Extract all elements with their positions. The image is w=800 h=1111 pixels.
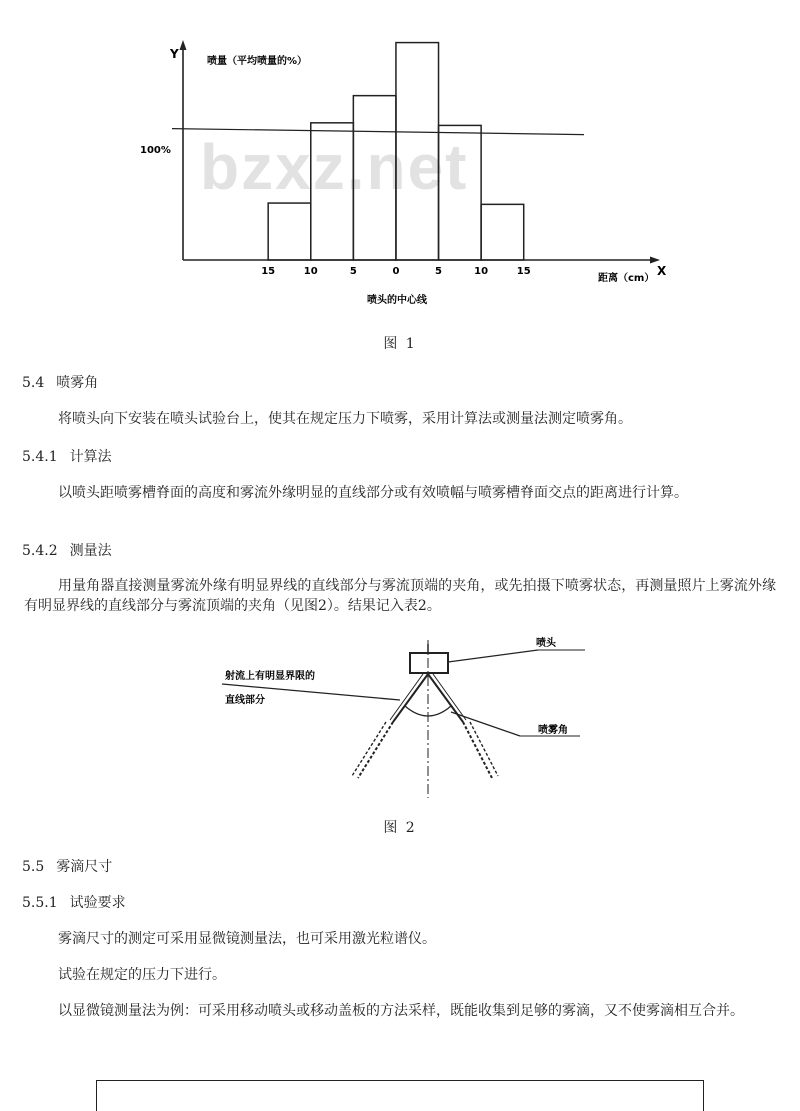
section-5-5-heading <box>22 856 112 876</box>
section-5-4-2-paragraph: 用量角器直接测量雾流外缘有明显界线的直线部分与雾流顶端的夹角，或先拍摄下喷雾状态，再测量照片上雾流外缘有明显界线的直线部分与雾流顶端的夹角（见图2）。结果记入表2。 <box>24 578 776 614</box>
y-axis-title: 喷量（平均喷量的%） <box>207 56 308 67</box>
section-number: 5.4.2 <box>22 543 58 559</box>
histogram-bar-2 <box>311 123 354 260</box>
section-5-4-1-paragraph: 以喷头距喷雾槽脊面的高度和雾流外缘明显的直线部分或有效喷幅与喷雾槽脊面交点的距离进行计算。 <box>58 485 688 501</box>
x-tick-label: 10 <box>303 266 318 277</box>
figure-2-spray-angle-diagram <box>0 630 800 810</box>
right-spray-dashed-outer <box>470 722 498 776</box>
nozzle-leader-line <box>448 650 538 662</box>
y-axis-letter: Y <box>170 47 179 61</box>
x-tick-label: 0 <box>392 266 400 277</box>
section-title: 雾滴尺寸 <box>56 859 113 875</box>
section-title: 计算法 <box>69 449 112 465</box>
x-axis-letter: X <box>657 264 667 278</box>
left-spray-edge-inner <box>390 674 423 720</box>
section-5-5-1-paragraph-1: 雾滴尺寸的测定可采用显微镜测量法，也可采用激光粒谱仪。 <box>58 931 436 947</box>
x-axis-arrow <box>650 257 660 264</box>
x-tick-label: 15 <box>261 266 276 277</box>
nozzle-label: 喷头 <box>536 638 556 649</box>
section-title: 喷雾角 <box>56 375 99 391</box>
section-title: 测量法 <box>69 543 112 559</box>
section-title: 试验要求 <box>69 895 126 911</box>
section-number: 5.5.1 <box>22 895 58 911</box>
watermark: bzxz.net <box>200 131 469 203</box>
figure-1-caption: 图 1 <box>383 336 417 352</box>
histogram-bar-1 <box>268 203 311 260</box>
centerline-label: 喷头的中心线 <box>367 295 427 306</box>
section-number: 5.4 <box>22 375 45 391</box>
figure-2-caption: 图 2 <box>383 820 417 836</box>
x-tick-label: 15 <box>516 266 531 277</box>
histogram-bar-3 <box>353 96 396 260</box>
straight-line-label-2: 直线部分 <box>225 695 265 706</box>
section-5-4-heading <box>22 372 98 392</box>
figure-1-histogram <box>0 0 800 340</box>
histogram-bar-5 <box>439 125 482 260</box>
section-5-4-paragraph: 将喷头向下安装在喷头试验台上，使其在规定压力下喷雾，采用计算法或测量法测定喷雾角。 <box>58 411 632 427</box>
section-5-4-2-heading <box>22 540 112 560</box>
section-5-5-1-paragraph-2: 试验在规定的压力下进行。 <box>58 967 226 983</box>
right-spray-edge-inner <box>433 674 466 720</box>
left-spray-dashed-outer <box>352 722 386 776</box>
left-spray-dashed <box>358 722 393 778</box>
x-tick-label: 10 <box>474 266 489 277</box>
spray-angle-label: 喷雾角 <box>538 725 568 736</box>
histogram-bar-6 <box>481 204 524 260</box>
section-5-5-1-paragraph-3: 以显微镜测量法为例：可采用移动喷头或移动盖板的方法采样，既能收集到足够的雾滴，又不使雾滴相互合并。 <box>58 1003 744 1019</box>
y-axis-arrow <box>180 40 187 50</box>
section-number: 5.5 <box>22 859 45 875</box>
x-tick-label: 5 <box>349 266 357 277</box>
x-axis-title: 距离（cm） <box>598 273 655 284</box>
reference-line-label: 100% <box>140 145 171 156</box>
right-spray-dashed <box>463 722 492 778</box>
section-number: 5.4.1 <box>22 449 58 465</box>
section-5-4-1-heading <box>22 446 112 466</box>
chart-axes <box>180 40 661 264</box>
histogram-bar-4 <box>396 43 439 260</box>
table-2-top-border <box>96 1080 704 1111</box>
nozzle-body <box>410 653 448 673</box>
straight-line-label-1: 射流上有明显界限的 <box>225 671 315 682</box>
reference-line-100-percent <box>172 129 584 135</box>
spray-angle-leader <box>451 712 520 736</box>
x-tick-label: 5 <box>435 266 443 277</box>
left-spray-edge <box>393 674 428 722</box>
section-5-5-1-heading <box>22 892 126 912</box>
